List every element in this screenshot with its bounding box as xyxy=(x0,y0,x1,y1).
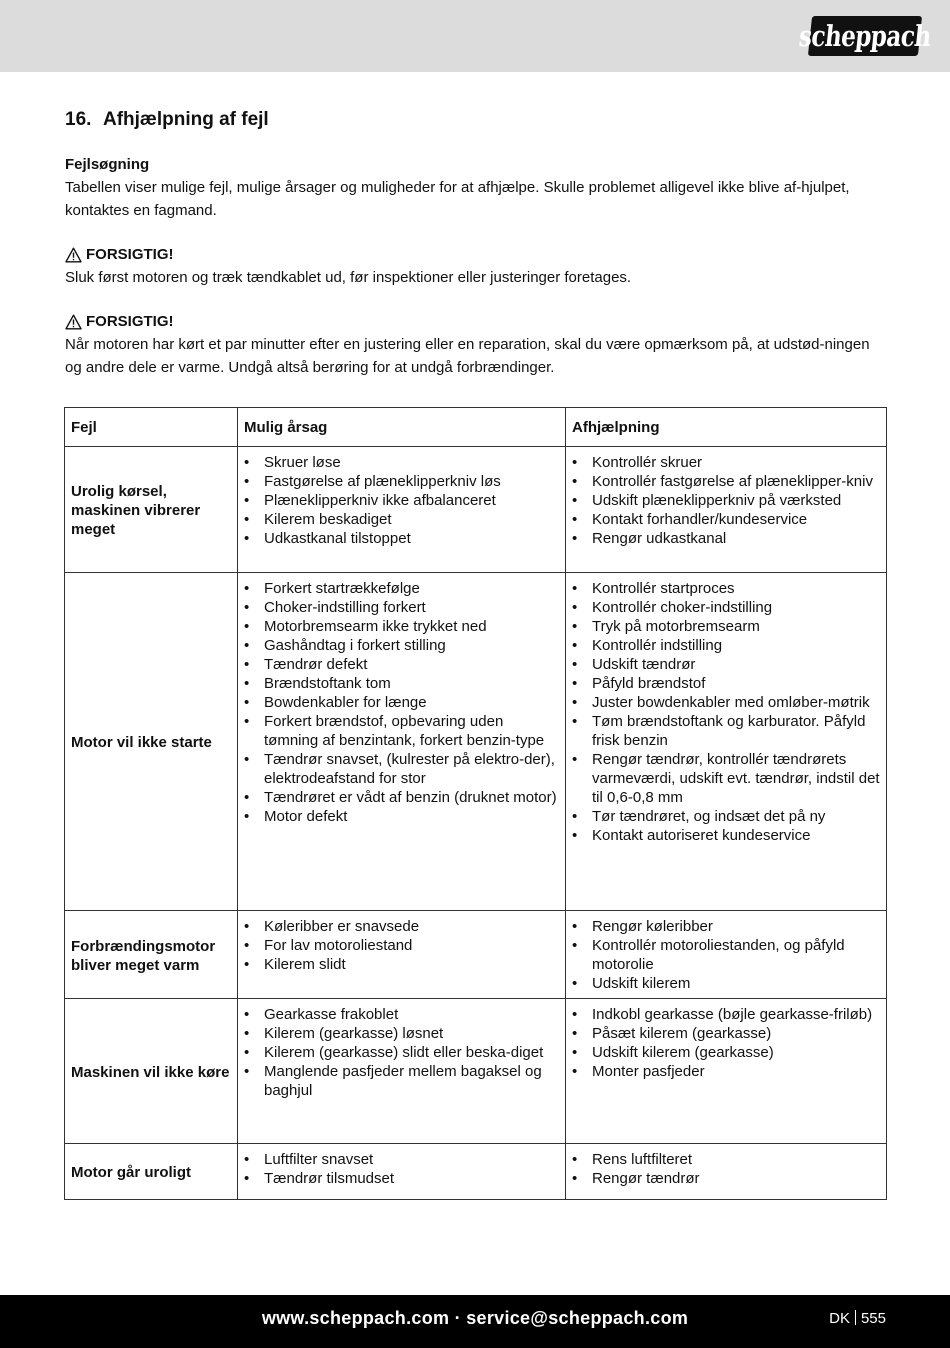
list-item: • Udskift kilerem xyxy=(572,974,880,993)
list-item: • Skruer løse xyxy=(244,453,559,472)
list-item: • Tændrøret er vådt af benzin (druknet motor) xyxy=(244,788,559,807)
fault-cell: Forbrændingsmotor bliver meget varm xyxy=(65,911,238,999)
list-item: • Motor defekt xyxy=(244,807,559,826)
list-item: • Luftfilter snavset xyxy=(244,1150,559,1169)
footer-page-number: 555 xyxy=(860,1310,886,1327)
list-item: • For lav motoroliestand xyxy=(244,936,559,955)
list-item: • Forkert startrækkefølge xyxy=(244,579,559,598)
warning-block-2 xyxy=(65,311,887,379)
table-row xyxy=(65,573,887,911)
warning-text: Når motoren har kørt et par minutter efter en justering eller en reparation, skal du være opmærksom på, at udstød-ningen og andre dele er varme. Undgå altså berøring for at undgå forbrændinger. xyxy=(65,336,870,376)
list-item: • Kontakt forhandler/kundeservice xyxy=(572,510,880,529)
list-item: • Påsæt kilerem (gearkasse) xyxy=(572,1024,880,1043)
list-item: • Plæneklipperkniv ikke afbalanceret xyxy=(244,491,559,510)
list-item: • Kilerem (gearkasse) løsnet xyxy=(244,1024,559,1043)
warning-block-1 xyxy=(65,244,887,289)
list-item: • Forkert brændstof, opbevaring uden tømning af benzintank, forkert benzin-type xyxy=(244,712,559,750)
remedy-cell xyxy=(566,999,887,1144)
table-header-row xyxy=(65,408,887,447)
warning-title: FORSIGTIG! xyxy=(86,313,174,330)
list-item: • Tør tændrøret, og indsæt det på ny xyxy=(572,807,880,826)
list-item: • Kontrollér fastgørelse af plæneklipper-kniv xyxy=(572,472,880,491)
list-item: • Indkobl gearkasse (bøjle gearkasse-friløb) xyxy=(572,1005,880,1024)
cause-list xyxy=(244,579,559,826)
warning-title-row xyxy=(65,244,887,266)
cause-list xyxy=(244,453,559,548)
brand-logo xyxy=(797,16,933,56)
cause-list xyxy=(244,1150,559,1188)
list-item: • Fastgørelse af plæneklipperkniv løs xyxy=(244,472,559,491)
main-content xyxy=(65,108,887,401)
remedy-list xyxy=(572,453,880,548)
list-item: • Rengør udkastkanal xyxy=(572,529,880,548)
list-item: • Påfyld brændstof xyxy=(572,674,880,693)
fault-cell: Maskinen vil ikke køre xyxy=(65,999,238,1144)
table-row xyxy=(65,999,887,1144)
warning-title-row xyxy=(65,311,887,333)
list-item: • Udskift tændrør xyxy=(572,655,880,674)
fault-cell: Urolig kørsel, maskinen vibrerer meget xyxy=(65,447,238,573)
list-item: • Rengør køleribber xyxy=(572,917,880,936)
list-item: • Udskift plæneklipperkniv på værksted xyxy=(572,491,880,510)
footer-band xyxy=(0,1295,950,1348)
table-row xyxy=(65,1144,887,1200)
troubleshooting-heading: Fejlsøgning xyxy=(65,156,150,173)
list-item: • Kontrollér indstilling xyxy=(572,636,880,655)
list-item: • Rengør tændrør xyxy=(572,1169,880,1188)
cause-cell xyxy=(238,573,566,911)
header-band xyxy=(0,0,950,72)
list-item: • Monter pasfjeder xyxy=(572,1062,880,1081)
list-item: • Tøm brændstoftank og karburator. Påfyld frisk benzin xyxy=(572,712,880,750)
header-cause: Mulig årsag xyxy=(238,408,566,447)
remedy-cell xyxy=(566,1144,887,1200)
cause-list xyxy=(244,1005,559,1100)
list-item: • Motorbremsearm ikke trykket ned xyxy=(244,617,559,636)
footer-lang: DK xyxy=(829,1310,850,1327)
list-item: • Kontrollér skruer xyxy=(572,453,880,472)
list-item: • Tændrør defekt xyxy=(244,655,559,674)
list-item: • Manglende pasfjeder mellem bagaksel og baghjul xyxy=(244,1062,559,1100)
remedy-cell xyxy=(566,911,887,999)
list-item: • Rens luftfilteret xyxy=(572,1150,880,1169)
section-number: 16. xyxy=(65,109,92,130)
list-item: • Choker-indstilling forkert xyxy=(244,598,559,617)
page-number xyxy=(829,1310,886,1327)
cause-list xyxy=(244,917,559,974)
list-item: • Kontrollér motoroliestanden, og påfyld motorolie xyxy=(572,936,880,974)
header-remedy: Afhjælpning xyxy=(566,408,887,447)
list-item: • Kontrollér choker-indstilling xyxy=(572,598,880,617)
cause-cell xyxy=(238,911,566,999)
list-item: • Tryk på motorbremsearm xyxy=(572,617,880,636)
troubleshooting-table xyxy=(64,407,887,1200)
remedy-list xyxy=(572,1005,880,1081)
list-item: • Tændrør tilsmudset xyxy=(244,1169,559,1188)
warning-title: FORSIGTIG! xyxy=(86,246,174,263)
list-item: • Juster bowdenkabler med omløber-møtrik xyxy=(572,693,880,712)
troubleshooting-block xyxy=(65,154,887,222)
section-title xyxy=(65,108,887,132)
cause-cell xyxy=(238,447,566,573)
remedy-cell xyxy=(566,573,887,911)
table-row xyxy=(65,911,887,999)
list-item: • Udskift kilerem (gearkasse) xyxy=(572,1043,880,1062)
list-item: • Kilerem beskadiget xyxy=(244,510,559,529)
list-item: • Køleribber er snavsede xyxy=(244,917,559,936)
cause-cell xyxy=(238,1144,566,1200)
cause-cell xyxy=(238,999,566,1144)
troubleshooting-text: Tabellen viser mulige fejl, mulige årsager og muligheder for at afhjælpe. Skulle problemet alligevel ikke blive af-hjulpet, kontaktes en fagmand. xyxy=(65,179,850,219)
header-fault: Fejl xyxy=(65,408,238,447)
brand-logo-text: scheppach xyxy=(797,19,933,53)
section-title-text: Afhjælpning af fejl xyxy=(103,109,269,130)
fault-cell: Motor vil ikke starte xyxy=(65,573,238,911)
list-item: • Bowdenkabler for længe xyxy=(244,693,559,712)
remedy-cell xyxy=(566,447,887,573)
list-item: • Kilerem slidt xyxy=(244,955,559,974)
remedy-list xyxy=(572,1150,880,1188)
list-item: • Rengør tændrør, kontrollér tændrørets varmeværdi, udskift evt. tændrør, indstil det til 0,6-0,8 mm xyxy=(572,750,880,807)
warning-triangle-icon xyxy=(65,314,82,330)
list-item: • Udkastkanal tilstoppet xyxy=(244,529,559,548)
list-item: • Kontakt autoriseret kundeservice xyxy=(572,826,880,845)
table-row xyxy=(65,447,887,573)
list-item: • Tændrør snavset, (kulrester på elektro-der), elektrodeafstand for stor xyxy=(244,750,559,788)
fault-cell: Motor går uroligt xyxy=(65,1144,238,1200)
warning-text: Sluk først motoren og træk tændkablet ud, før inspektioner eller justeringer foretages. xyxy=(65,269,632,286)
remedy-list xyxy=(572,579,880,845)
list-item: • Brændstoftank tom xyxy=(244,674,559,693)
footer-separator xyxy=(855,1310,856,1325)
list-item: • Gashåndtag i forkert stilling xyxy=(244,636,559,655)
warning-triangle-icon xyxy=(65,247,82,263)
list-item: • Kilerem (gearkasse) slidt eller beska-diget xyxy=(244,1043,559,1062)
remedy-list xyxy=(572,917,880,993)
footer-contact: www.scheppach.com · service@scheppach.com xyxy=(261,1308,689,1328)
list-item: • Gearkasse frakoblet xyxy=(244,1005,559,1024)
list-item: • Kontrollér startproces xyxy=(572,579,880,598)
